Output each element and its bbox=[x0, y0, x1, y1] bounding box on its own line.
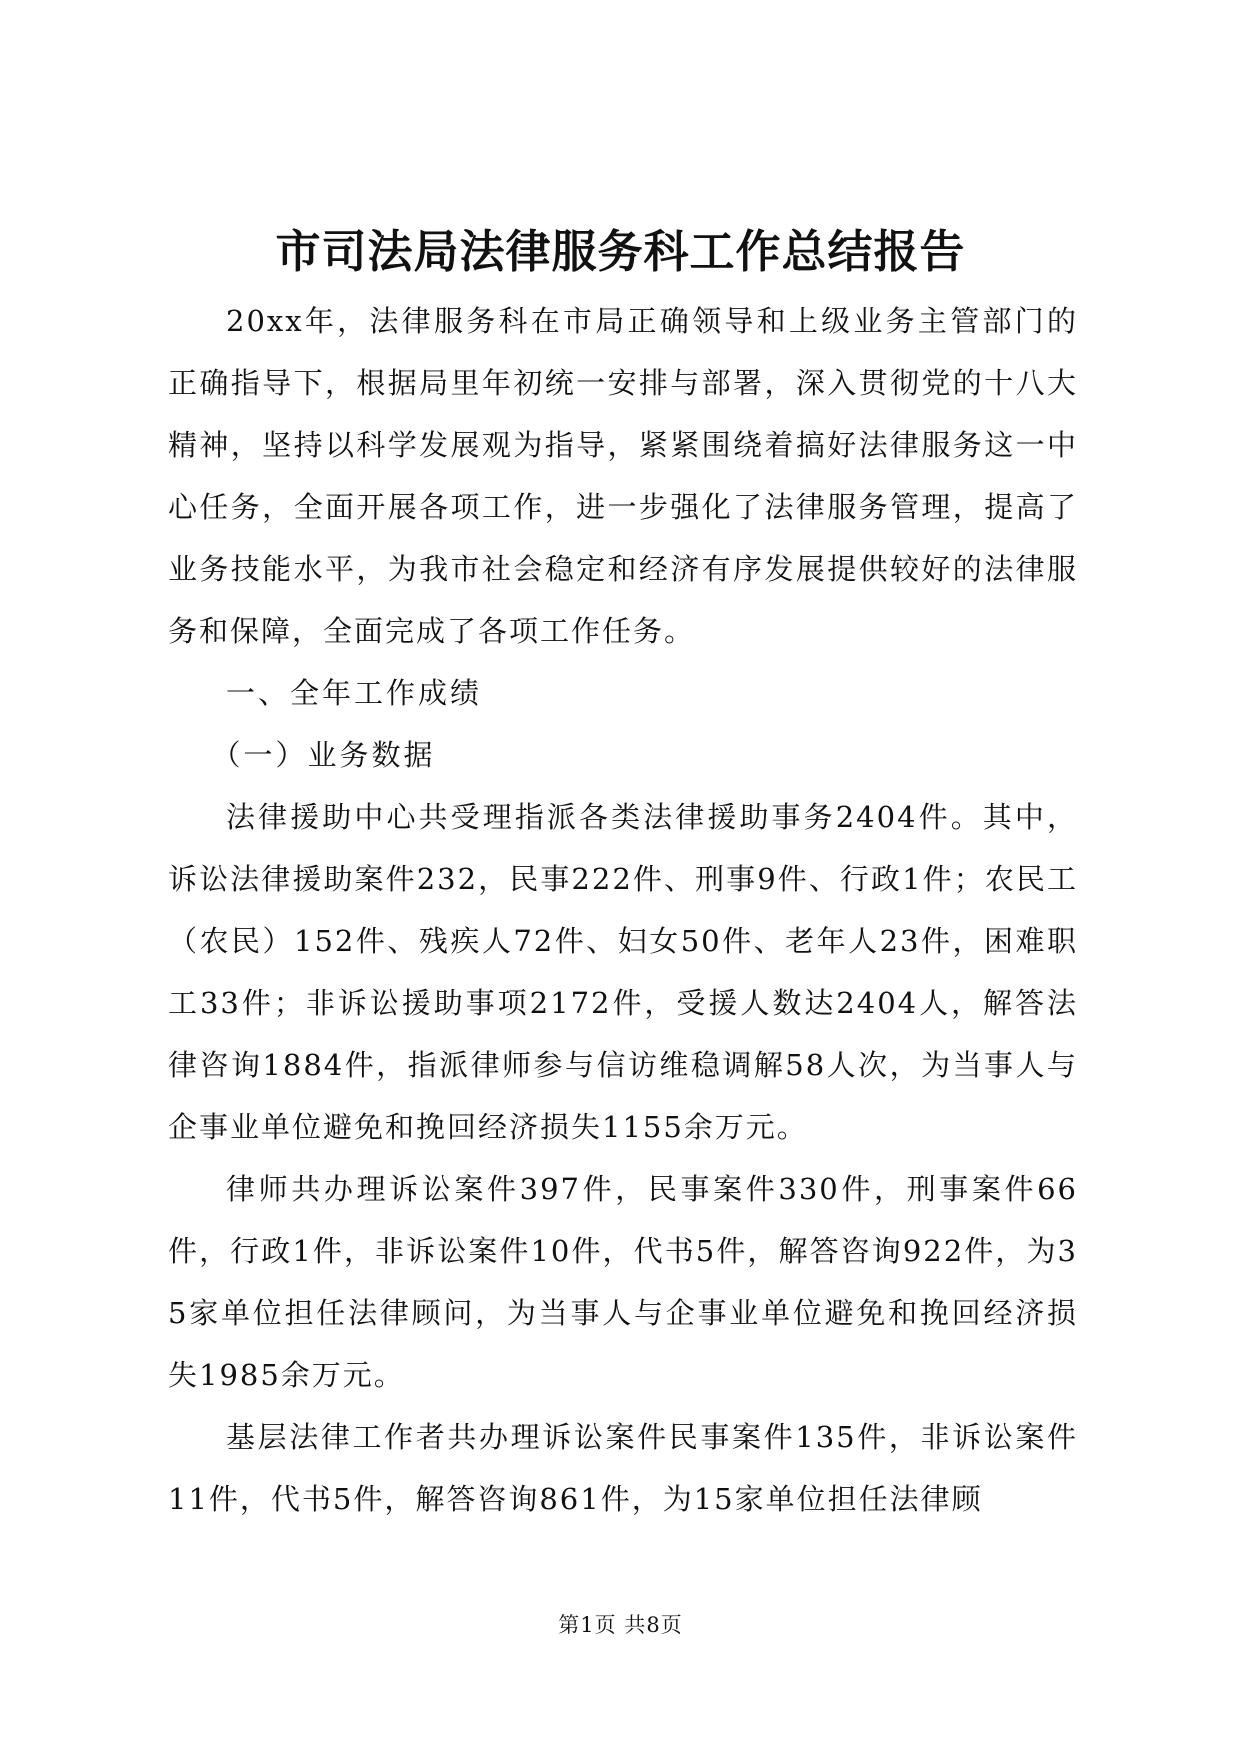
document-body bbox=[168, 290, 1078, 1530]
subsection-heading: （一）业务数据 bbox=[211, 738, 436, 772]
section-heading: 一、全年工作成绩 bbox=[226, 676, 483, 710]
page-number: 第1页 共8页 bbox=[558, 1613, 683, 1637]
lawyer-paragraph: 律师共办理诉讼案件397件，民事案件330件，刑事案件66件，行政1件，非诉讼案件10件，代书5件，解答咨询922件，为35家单位担任法律顾问，为当事人与企事业单位避免和挽回经济损失1985余万元。 bbox=[168, 1172, 1078, 1392]
document-title: 市司法局法律服务科工作总结报告 bbox=[275, 225, 966, 278]
intro-paragraph: 20xx年，法律服务科在市局正确领导和上级业务主管部门的正确指导下，根据局里年初统一安排与部署，深入贯彻党的十八大精神，坚持以科学发展观为指导，紧紧围绕着搞好法律服务这一中心任务，全面开展各项工作，进一步强化了法律服务管理，提高了业务技能水平，为我市社会稳定和经济有序发展提供较好的法律服务和保障，全面完成了各项工作任务。 bbox=[168, 304, 1078, 648]
grassroots-paragraph: 基层法律工作者共办理诉讼案件民事案件135件，非诉讼案件11件，代书5件，解答咨询861件，为15家单位担任法律顾 bbox=[168, 1420, 1078, 1516]
legal-aid-paragraph: 法律援助中心共受理指派各类法律援助事务2404件。其中，诉讼法律援助案件232，民事222件、刑事9件、行政1件；农民工（农民）152件、残疾人72件、妇女50件、老年人23件，困难职工33件；非诉讼援助事项2172件，受援人数达2404人，解答法律咨询1884件，指派律师参与信访维稳调解58人次，为当事人与企事业单位避免和挽回经济损失1155余万元。 bbox=[168, 800, 1078, 1144]
